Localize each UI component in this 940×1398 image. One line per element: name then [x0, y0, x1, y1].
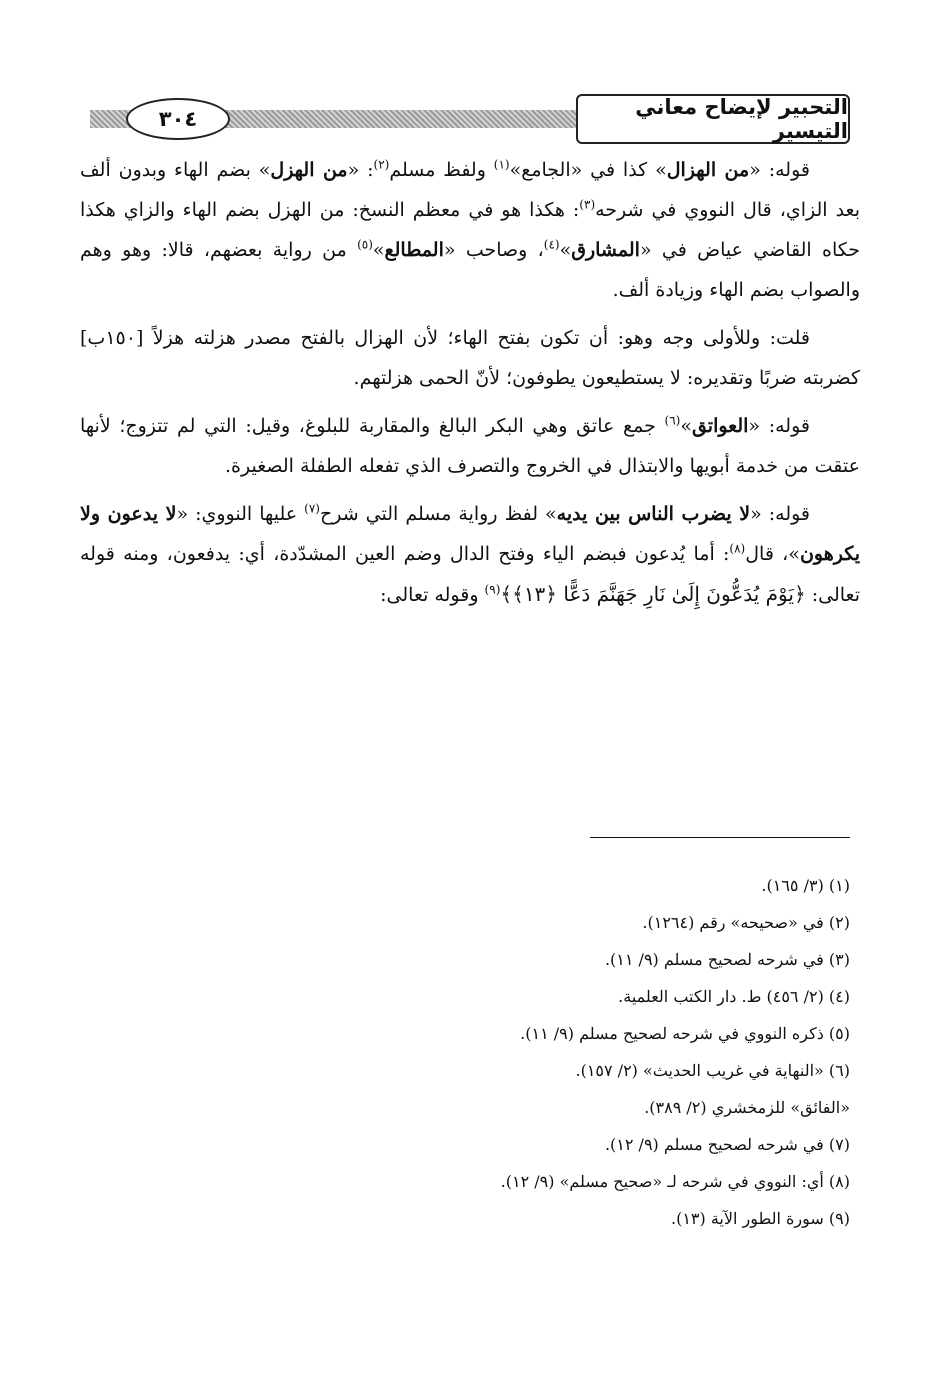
paragraph	[80, 494, 860, 615]
bold-term: من الهزال	[666, 159, 750, 181]
text-run: » كذا في «الجامع»	[509, 159, 667, 181]
text-run: جمع عاتق وهي البكر البالغ والمقاربة للبلوغ، وقيل: التي لم تتزوج؛ لأنها عتقت من خدمة أبويها والابتذال في الخروج والتصرف الذي تفعله الطفلة الصغيرة.	[80, 415, 860, 477]
footnote-ref: (٦)	[664, 413, 681, 428]
paragraph	[80, 406, 860, 486]
page-number: ٣٠٤	[126, 98, 230, 140]
footnotes	[150, 872, 850, 1242]
text-run: » بضم الهاء وبدون ألف بعد الزاي، قال النووي في شرحه	[80, 159, 860, 221]
bold-term: العواتق	[691, 415, 749, 437]
footnote: «الفائق» للزمخشري (٢/ ٣٨٩).	[644, 1098, 850, 1117]
quran-quote: ﴿يَوْمَ يُدَعُّونَ إِلَىٰ نَارِ جَهَنَّمَ دَعًّا ﴿١٣﴾﴾	[500, 582, 806, 606]
footnote: (٣) في شرحه لصحيح مسلم (٩/ ١١).	[604, 950, 850, 969]
footnote: (١) (٣/ ١٦٥).	[761, 876, 850, 895]
footnote-separator	[590, 837, 850, 838]
footnote-ref: (٥)	[357, 237, 373, 252]
text-run: ولفظ مسلم	[389, 159, 494, 181]
main-text	[80, 150, 860, 623]
footnote: (٥) ذكره النووي في شرحه لصحيح مسلم (٩/ ١١).	[520, 1024, 850, 1043]
paragraph	[80, 318, 860, 398]
text-run: قوله: «	[749, 159, 810, 181]
footnote-ref: (٨)	[729, 541, 746, 556]
footnote: (٢) في «صحيحه» رقم (١٢٦٤).	[642, 913, 850, 932]
text-run: : «	[347, 159, 374, 181]
text-run: ، وصاحب «	[443, 239, 544, 261]
footnote: (٧) في شرحه لصحيح مسلم (٩/ ١٢).	[604, 1135, 850, 1154]
text-run: من رواية بعضهم، قالا: وهو وهم والصواب بضم الهاء وزيادة ألف.	[80, 239, 860, 301]
running-title: التحبير لإيضاح معاني التيسير	[576, 94, 850, 144]
footnote-ref: (٩)	[484, 582, 501, 597]
text-run: »، قال	[745, 543, 800, 565]
text-run: : أما يُدعون فبضم الياء وفتح الدال وضم العين المشدّدة، أي: يدفعون، ومنه قوله تعالى:	[80, 543, 860, 606]
bold-term: المطالع	[384, 239, 444, 261]
footnote: (٩) سورة الطور الآية (١٣).	[670, 1209, 850, 1228]
footnote-ref: (٣)	[579, 197, 596, 212]
paragraph	[80, 150, 860, 310]
text-run: عليها النووي: «	[176, 503, 305, 525]
bold-term: لا يدعون ولا يكرهون	[80, 503, 860, 565]
bold-term: من الهزل	[270, 159, 348, 181]
text-run: » لفظ رواية مسلم التي شرح	[319, 503, 557, 525]
footnote-ref: (٧)	[304, 501, 320, 516]
text-run: »	[680, 415, 692, 437]
page-header	[80, 88, 850, 152]
text-run: »	[372, 239, 385, 261]
footnote: (٦) «النهاية في غريب الحديث» (٢/ ١٥٧).	[575, 1061, 850, 1080]
bold-term: المشارق	[571, 239, 640, 261]
text-run: قلت: وللأولى وجه وهو: أن تكون بفتح الهاء؛ لأن الهزال بالفتح مصدر هزلته هزلاً [١٥٠ب] كضربته ضربًا وتقديره: لا يستطيعون يطوفون؛ لأنّ الحمى هزلتهم.	[80, 327, 860, 389]
text-run: قوله: «	[750, 503, 811, 525]
text-run: »	[559, 239, 572, 261]
bold-term: لا يضرب الناس بين يديه	[556, 503, 751, 525]
footnote-ref: (٢)	[373, 157, 390, 172]
text-run: وقوله تعالى:	[380, 584, 485, 606]
footnote-ref: (١)	[493, 157, 510, 172]
footnote: (٨) أي: النووي في شرحه لـ «صحيح مسلم» (٩/ ١٢).	[500, 1172, 850, 1191]
footnote: (٤) (٢/ ٤٥٦) ط. دار الكتب العلمية.	[618, 987, 850, 1006]
text-run: قوله: «	[748, 415, 810, 437]
footnote-ref: (٤)	[543, 237, 560, 252]
text-run: : هكذا هو في معظم النسخ: من الهزل بضم الهاء والزاي هكذا حكاه القاضي عياض في «	[80, 199, 860, 261]
